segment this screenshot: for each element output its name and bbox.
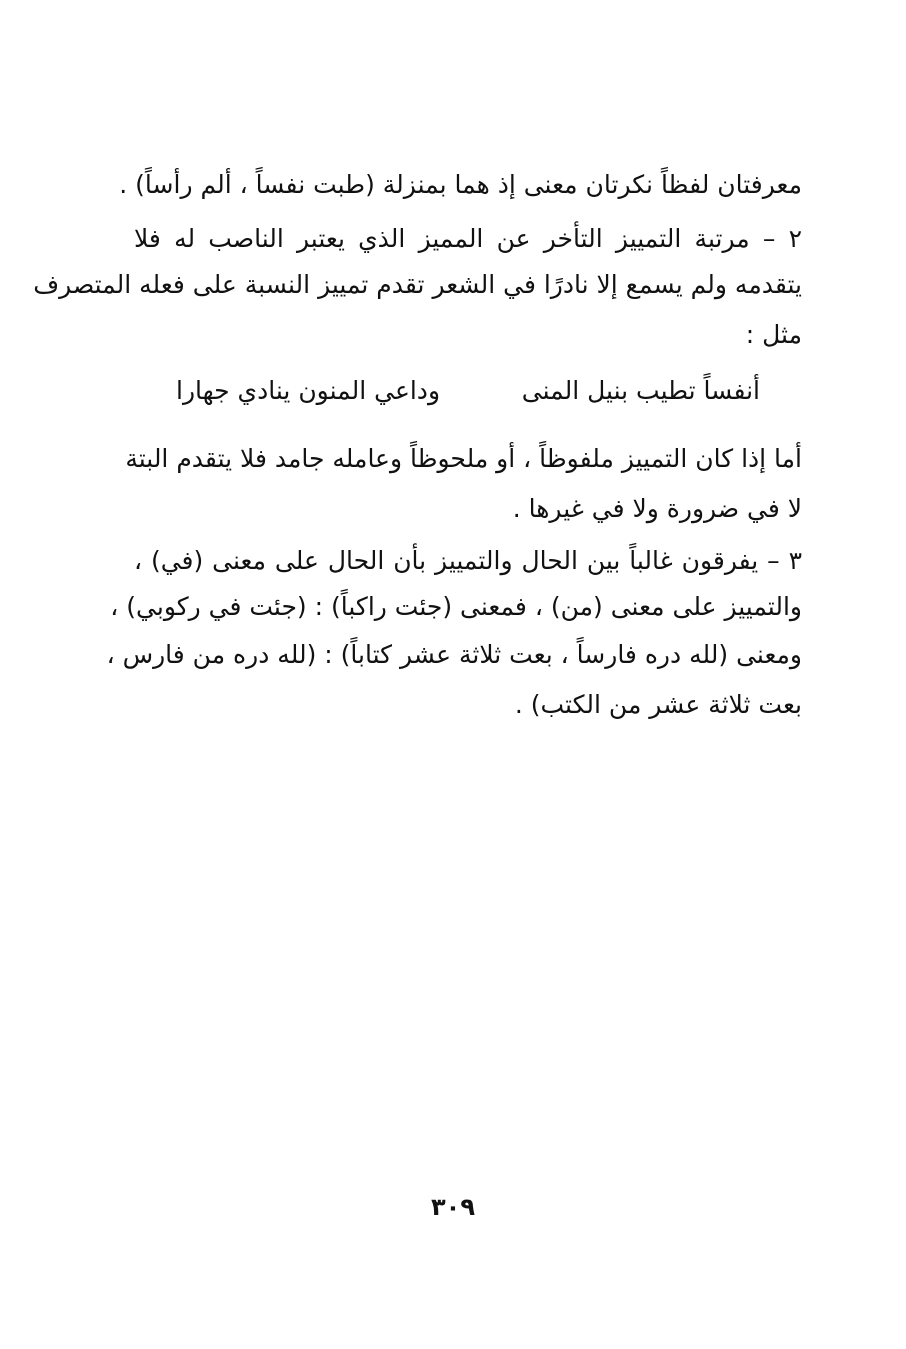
paragraph-line: بعت ثلاثة عشر من الكتب) . <box>514 690 802 719</box>
verse-first-hemistich: أنفساً تطيب بنيل المنى <box>521 376 760 405</box>
paragraph-line: ومعنى (لله دره فارساً ، بعت ثلاثة عشر كتاباً) : (لله دره من فارس ، <box>106 640 802 669</box>
paragraph-line: والتمييز على معنى (من) ، فمعنى (جئت راكباً) : (جئت في ركوبي) ، <box>110 592 802 621</box>
verse-second-hemistich: وداعي المنون ينادي جهارا <box>176 376 441 405</box>
paragraph-line: مثل : <box>745 320 802 349</box>
page-number: ٣٠٩ <box>431 1193 475 1221</box>
paragraph-line: يتقدمه ولم يسمع إلا نادرًا في الشعر تقدم تمييز النسبة على فعله المتصرف <box>33 270 802 299</box>
paragraph-line: ٣ – يفرقون غالباً بين الحال والتمييز بأن الحال على معنى (في) ، <box>134 546 802 575</box>
paragraph-line: معرفتان لفظاً نكرتان معنى إذ هما بمنزلة (طبت نفساً ، ألم رأساً) . <box>119 170 802 199</box>
paragraph-line: أما إذا كان التمييز ملفوظاً ، أو ملحوظاً وعامله جامد فلا يتقدم البتة <box>125 444 802 473</box>
paragraph-line: ٢ – مرتبة التمييز التأخر عن المميز الذي يعتبر الناصب له فلا <box>134 224 802 253</box>
paragraph-line: لا في ضرورة ولا في غيرها . <box>512 494 802 523</box>
